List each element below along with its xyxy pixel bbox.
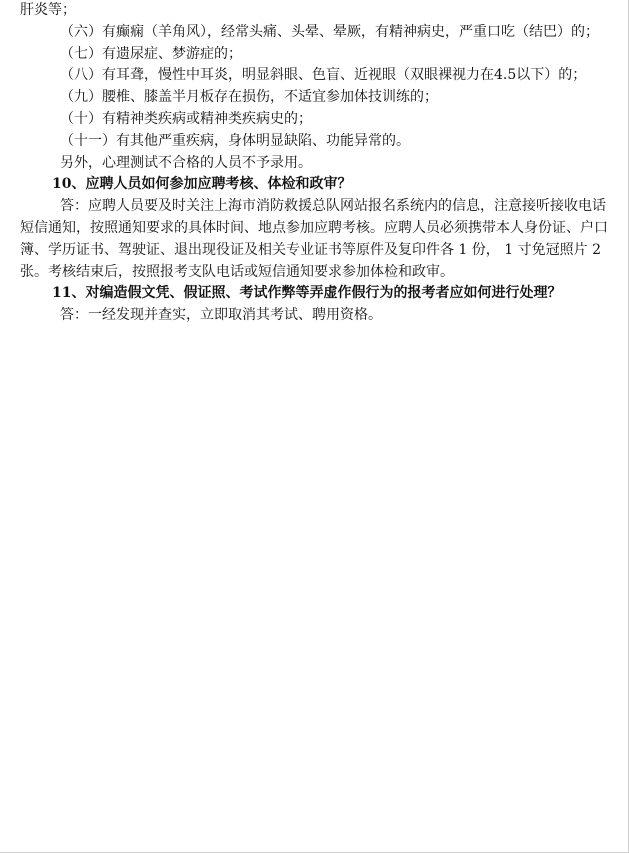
item-nine-spine-knee: （九）腰椎、膝盖半月板存在损伤，不适宜参加体技训练的； xyxy=(60,89,438,106)
question-11-heading: 11、对编造假文凭、假证照、考试作弊等弄虚作假行为的报考者应如何进行处理？ xyxy=(52,285,562,302)
item-ten-mental: （十）有精神类疾病或精神类疾病史的； xyxy=(60,110,312,127)
question-10-answer: 答：应聘人员要及时关注上海市消防救援总队网站报名系统内的信息，注意接听接收电话短信通知，按照通知要求的具体时间、地点参加应聘考核。应聘人员必须携带本人身份证、户口簿、学历证书、驾驶证、退出现役证及相关专业证书等原件及复印件各 1 份， 1 寸免冠照片 2 张。考核结束后，按照报考支队电话或短信通知要求参加体检和政审。 xyxy=(20,198,608,280)
question-10-heading: 10、应聘人员如何参加应聘考核、体检和政审？ xyxy=(52,176,352,193)
document-body xyxy=(20,0,612,327)
item-seven-enuresis: （七）有遗尿症、梦游症的； xyxy=(60,45,242,62)
item-six-epilepsy: （六）有癫痫（羊角风），经常头痛、头晕、晕厥，有精神病史，严重口吃（结巴）的； xyxy=(60,23,599,40)
item-eleven-serious-disease: （十一）有其他严重疾病，身体明显缺陷、功能异常的。 xyxy=(60,132,410,149)
text-line-hepatitis: 肝炎等； xyxy=(20,2,76,18)
item-eight-hearing-vision: （八）有耳聋，慢性中耳炎，明显斜眼、色盲、近视眼（双眼裸视力在4.5以下）的； xyxy=(60,67,587,84)
question-11-answer: 答：一经发现并查实，立即取消其考试、聘用资格。 xyxy=(60,307,382,324)
psych-test-note: 另外，心理测试不合格的人员不予录用。 xyxy=(60,154,312,171)
